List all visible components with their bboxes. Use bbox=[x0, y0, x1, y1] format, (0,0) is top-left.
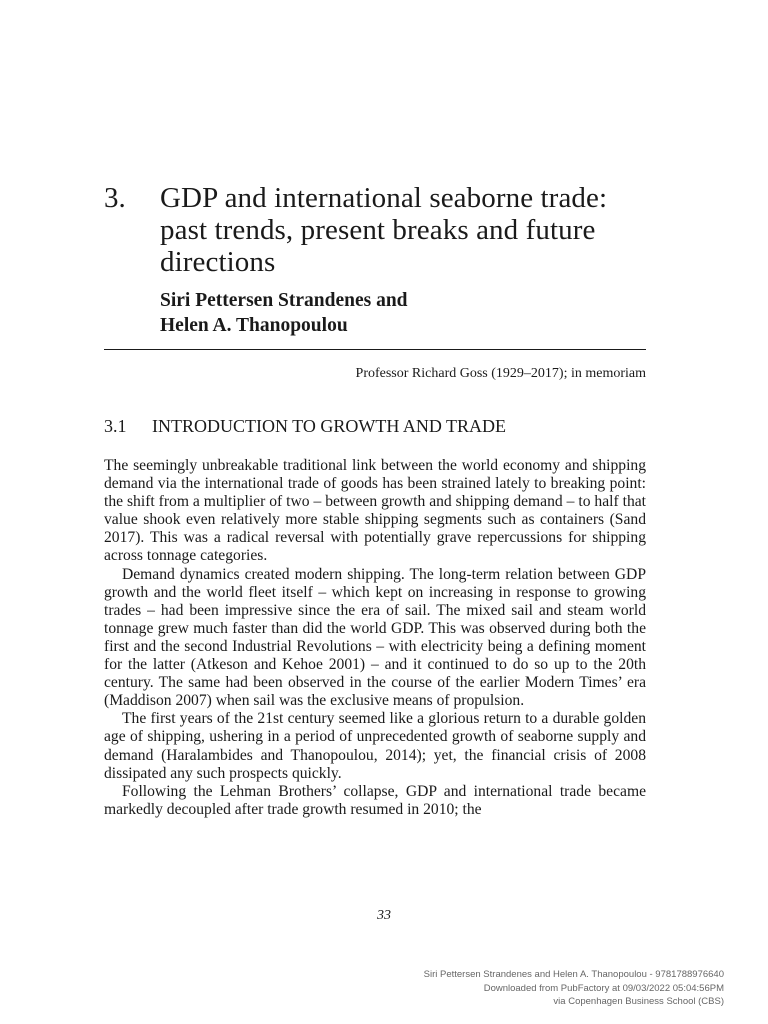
author-line: Siri Pettersen Strandenes and bbox=[160, 290, 408, 311]
footer-line: Downloaded from PubFactory at 09/03/2022 05:04:56PM bbox=[483, 982, 724, 994]
footer-line: Siri Pettersen Strandenes and Helen A. Thanopoulou - 9781788976640 bbox=[423, 969, 724, 980]
heading-rule bbox=[104, 349, 646, 350]
body-text bbox=[104, 457, 646, 819]
chapter-authors bbox=[160, 288, 646, 338]
chapter-number: 3. bbox=[104, 182, 126, 214]
paragraph: The seemingly unbreakable traditional link between the world economy and shipping demand via the international trade of goods has been strained lately to breaking point: the shift from a multiplier of two – between growth and shipping demand – to half that value shook even relatively more stable shipping segments such as containers (Sand 2017). This was a radical reversal with potentially grave repercussions for shipping across tonnage categories. bbox=[104, 457, 646, 565]
dedication: Professor Richard Goss (1929–2017); in memoriam bbox=[355, 366, 646, 381]
section-number: 3.1 bbox=[104, 416, 127, 436]
section-title: INTRODUCTION TO GROWTH AND TRADE bbox=[152, 416, 506, 436]
page-number: 33 bbox=[377, 908, 391, 923]
paragraph: Demand dynamics created modern shipping. The long-term relation between GDP growth and the world fleet itself – which kept on increasing in response to growing trades – had been impressive since the era of sail. The mixed sail and steam world tonnage grew much faster than did the world GDP. This was observed during both the first and the second Industrial Revolutions – with electricity being a defining moment for the latter (Atkeson and Kehoe 2001) – and it continued to do so up to the 20th century. The same had been observed in the course of the earlier Modern Times’ era (Maddison 2007) when sail was the exclusive means of propulsion. bbox=[104, 565, 646, 710]
paragraph: The first years of the 21st century seemed like a glorious return to a durable golden age of shipping, ushering in a period of unprecedented growth of seaborne supply and demand (Haralambides and Thanopoulou, 2014); yet, the financial crisis of 2008 dissipated any such prospects quickly. bbox=[104, 710, 646, 782]
chapter-title: GDP and international seaborne trade: past trends, present breaks and future directions bbox=[160, 182, 608, 278]
download-footer bbox=[424, 968, 724, 1009]
chapter-heading bbox=[104, 182, 646, 338]
footer-line: via Copenhagen Business School (CBS) bbox=[553, 996, 724, 1007]
paragraph: Following the Lehman Brothers’ collapse, GDP and international trade became markedly decoupled after trade growth resumed in 2010; the bbox=[104, 782, 646, 818]
author-line: Helen A. Thanopoulou bbox=[160, 315, 348, 336]
section-heading bbox=[104, 416, 506, 437]
